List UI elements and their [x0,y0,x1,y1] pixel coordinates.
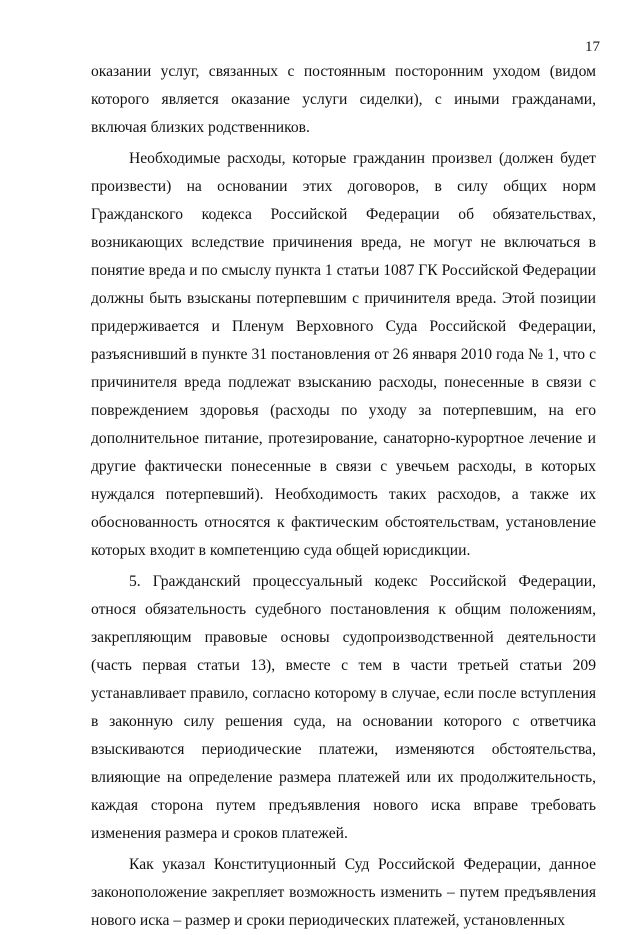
paragraph-continuation: оказании услуг, связанных с постоянным посторонним уходом (видом которого является оказание услуги сиделки), с иными гражданами, включая близких родственников. [91,63,596,136]
paragraph-civil-procedure-code: 5. Гражданский процессуальный кодекс Российской Федерации, относя обязательность судебного постановления к общим положениям, закрепляющим правовые основы судопроизводственной деятельности (часть первая статьи 13), вместе с тем в части третьей статьи 209 устанавливает правило, согласно которому в случае, если после вступления в законную силу решения суда, на основании которого с ответчика взыскиваются периодические платежи, изменяются обстоятельства, влияющие на определение размера платежей или их продолжительность, каждая сторона путем предъявления нового иска вправе требовать изменения размера и сроков платежей. [91,573,596,842]
paragraph-constitutional-court: Как указал Конституционный Суд Российской Федерации, данное законоположение закрепляет возможность изменить – путем предъявления нового иска – размер и сроки периодических платежей, установленных [91,856,596,929]
paragraph-necessary-expenses: Необходимые расходы, которые гражданин произвел (должен будет произвести) на основании этих договоров, в силу общих норм Гражданского кодекса Российской Федерации об обязательствах, возникающих вследствие причинения вреда, не могут не включаться в понятие вреда и по смыслу пункта 1 статьи 1087 ГК Российской Федерации должны быть взысканы потерпевшим с причинителя вреда. Этой позиции придерживается и Пленум Верховного Суда Российской Федерации, разъяснивший в пункте 31 постановления от 26 января 2010 года № 1, что с причинителя вреда подлежат взысканию расходы, понесенные в связи с повреждением здоровья (расходы по уходу за потерпевшим, на его дополнительное питание, протезирование, санаторно-курортное лечение и другие фактически понесенные в связи с увечьем расходы, в которых нуждался потерпевший). Необходимость таких расходов, а также их обоснованность относятся к фактическим обстоятельствам, установление которых входит в компетенцию суда общей юрисдикции. [91,150,596,559]
document-body [91,58,596,935]
page-number: 17 [585,39,600,55]
